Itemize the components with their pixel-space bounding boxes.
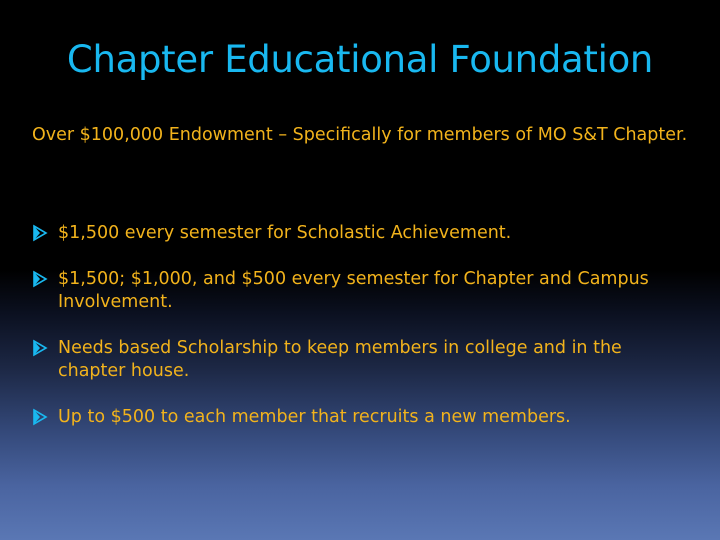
arrow-bullet-icon — [32, 407, 48, 427]
list-item — [32, 337, 692, 383]
arrow-bullet-icon — [32, 223, 48, 243]
list-item — [32, 406, 692, 429]
slide-title: Chapter Educational Foundation — [66, 38, 654, 81]
list-item — [32, 268, 692, 314]
bullet-text: $1,500; $1,000, and $500 every semester for Chapter and Campus Involvement. — [58, 269, 649, 312]
bullet-text: Needs based Scholarship to keep members in college and in the chapter house. — [58, 338, 622, 381]
arrow-bullet-icon — [32, 269, 48, 289]
intro-text: Over $100,000 Endowment – Specifically for members of MO S&T Chapter. — [32, 125, 688, 145]
list-item — [32, 222, 692, 245]
arrow-bullet-icon — [32, 338, 48, 358]
bullet-text: $1,500 every semester for Scholastic Achievement. — [58, 223, 512, 243]
bullet-text: Up to $500 to each member that recruits a new members. — [58, 407, 571, 427]
bullet-list — [32, 222, 692, 452]
